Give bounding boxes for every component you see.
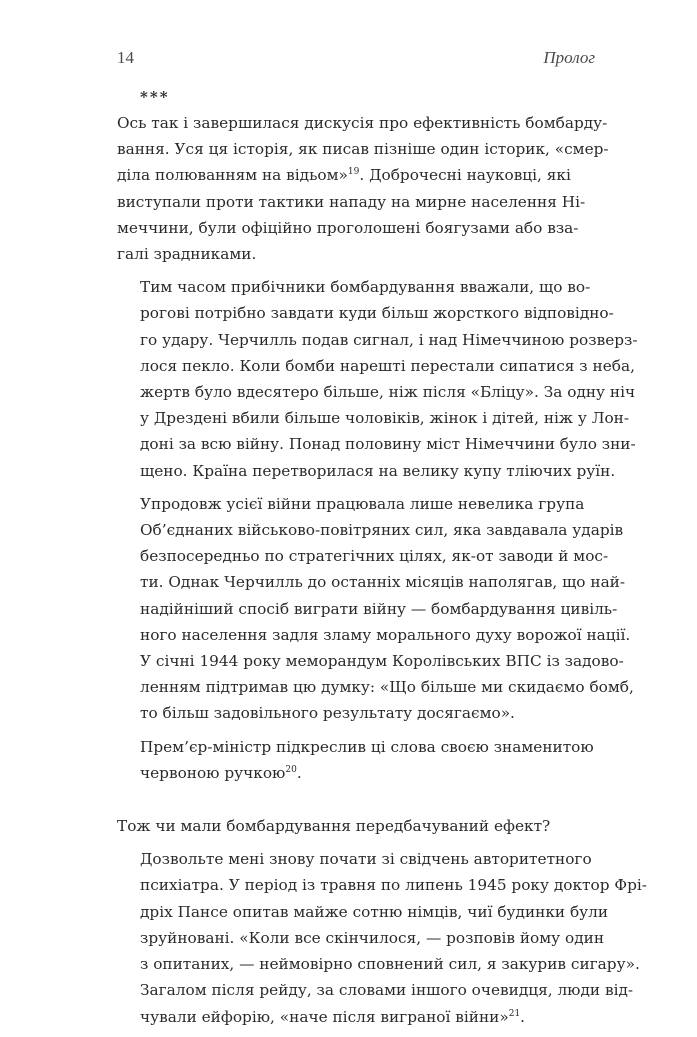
text-line: лося пекло. Коли бомби нарешті перестали сипатися з неба, — [140, 356, 635, 375]
text-line: доні за всю війну. Понад половину міст Німеччини було зни- — [140, 435, 636, 454]
text-line: безпосередньо по стратегічних цілях, як-от заводи й мос- — [140, 547, 609, 566]
text-line: Прем’єр-міністр підкреслив ці слова своєю знаменитою — [140, 737, 594, 756]
text-line: го удару. Черчилль подав сигнал, і над Німеччиною розверз- — [140, 330, 638, 349]
text-line: червоною ручкою$^{20}$. — [140, 763, 302, 782]
text-line: дріх Пансе опитав майже сотню німців, чиї будинки були — [140, 902, 609, 921]
paragraph-5 — [117, 813, 595, 839]
text-line: Тим часом прибічники бомбардування вважали, що во- — [140, 278, 591, 297]
paragraph-1 — [117, 110, 609, 267]
text-line: у Дрездені вбили більше чоловіків, жінок і дітей, ніж у Лон- — [140, 409, 630, 428]
text-line: ного населення задля зламу морального духу ворожої нації. — [140, 625, 631, 644]
text-line: психіатра. У період із травня по липень 1945 року доктор Фрі- — [140, 876, 647, 895]
text-line: Дозвольте мені знову почати зі свідчень авторитетного — [140, 850, 592, 869]
text-line: надійніший спосіб виграти війну — бомбардування цивіль- — [140, 599, 618, 618]
text-line: рогові потрібно завдати куди більш жорсткого відповідно- — [140, 304, 614, 323]
text-line: виступали проти тактики нападу на мирне населення Ні- — [117, 192, 586, 211]
page-header — [117, 48, 595, 72]
text-line: ти. Однак Черчилль до останніх місяців наполягав, що най- — [140, 573, 626, 592]
text-line: Загалом після рейду, за словами іншого очевидця, люди від- — [140, 981, 634, 1000]
text-line: ленням підтримав цю думку: «Що більше ми скидаємо бомб, — [140, 678, 634, 697]
text-line: Ось так і завершилася дискусія про ефективність бомбарду- — [117, 114, 608, 132]
section-separator: *** — [140, 88, 170, 106]
footnote-ref-19: 19 — [347, 167, 360, 178]
text-line: жертв було вдесятеро більше, ніж після «Бліцу». За одну ніч — [140, 383, 636, 402]
section-gap — [117, 793, 595, 813]
text-line: то більш задовільного результату досягаємо». — [140, 704, 515, 723]
page-number: 14 — [117, 48, 134, 67]
body-text — [117, 84, 647, 1037]
text-line: меччини, були офіційно проголошені боягузами або взa- — [117, 218, 579, 237]
text-line: з опитаних, — неймовірно сповнений сил, я закурив сигару». — [140, 955, 640, 974]
text-line: Тож чи мали бомбардування передбачуваний ефект? — [117, 817, 551, 836]
text-line: галі зрадниками. — [117, 245, 257, 264]
paragraph-4 — [117, 734, 595, 786]
text-line: зруйновані. «Коли все скінчилося, — розповів йому один — [140, 928, 605, 947]
text-line: Упродовж усієї війни працювала лише невелика група — [140, 494, 585, 513]
text-line: щено. Країна перетворилася на велику купу тліючих руїн. — [140, 461, 616, 480]
paragraph-2 — [117, 274, 638, 484]
text-line: чували ейфорію, «наче після виграної війни»$^{21}$. — [140, 1007, 526, 1026]
paragraph-6 — [117, 846, 647, 1029]
text-line: вання. Уся ця історія, як писав пізніше один історик, «смер- — [117, 140, 609, 159]
paragraph-3 — [117, 491, 634, 727]
footnote-ref-20: 20 — [285, 764, 297, 775]
text-line: У січні 1944 року меморандум Королівських ВПС із задово- — [140, 652, 624, 671]
text-line: діла полюванням на відьом»$^{19}$. Доброчесні науковці, які — [117, 166, 571, 185]
text-line: Об’єднаних військово-повітряних сил, яка завдавала ударів — [140, 521, 624, 540]
running-head: Пролог — [543, 48, 595, 67]
footnote-ref-21: 21 — [508, 1008, 521, 1019]
